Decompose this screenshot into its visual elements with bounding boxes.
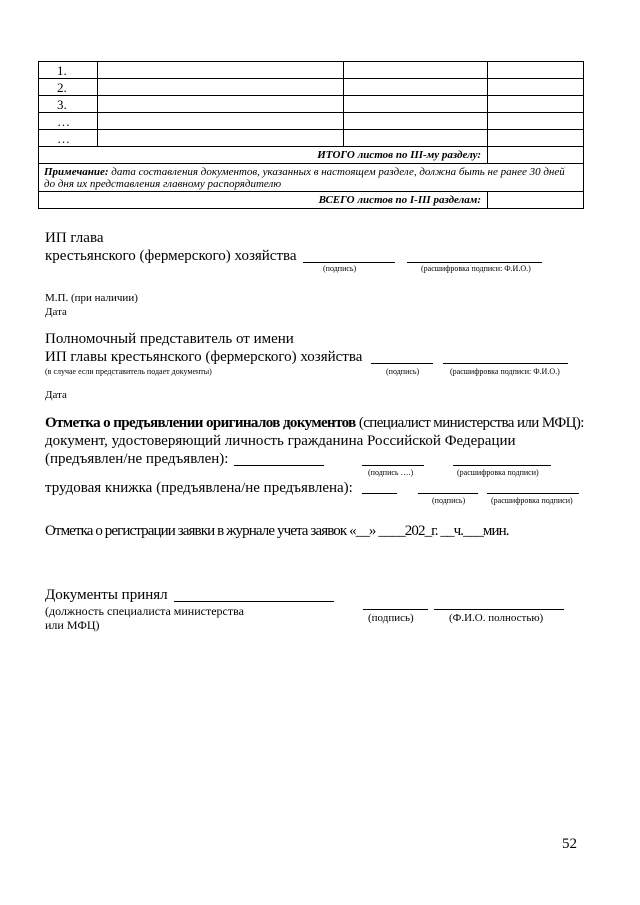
signature-line [363,609,428,610]
table-cell [488,113,584,130]
table-cell [98,113,344,130]
caption-decode: (расшифровка подписи: Ф.И.О.) [450,367,560,376]
documents-table [38,61,584,209]
position-caption: (должность специалиста министерства [45,604,244,618]
vsego-row [39,192,584,209]
table-row [39,130,584,147]
position-line [174,601,334,602]
decode-line [453,465,551,466]
fio-line [434,609,564,610]
note-cell [39,164,584,192]
status-line [362,493,397,494]
ip-head-farm: крестьянского (фермерского) хозяйства [45,248,297,264]
caption-decode: (расшифровка подписи: Ф.И.О.) [421,264,531,273]
table-cell [344,62,488,79]
decode-line [487,493,579,494]
table-cell [488,62,584,79]
note-text: дата составления документов, указанных в настоящем разделе, должна быть не ранее 30 дней до дня их представления главному распорядителю [44,166,565,190]
row-number: 3. [39,96,98,113]
table-cell [344,113,488,130]
table-cell [98,96,344,113]
decode-line [407,262,542,263]
position-caption-2: или МФЦ) [45,618,100,632]
note-label: Примечание: [44,166,109,178]
note-row [39,164,584,192]
caption-signature: (подпись) [323,264,357,273]
table-row [39,62,584,79]
id-document-status: (предъявлен/не предъявлен): [45,451,229,467]
signature-line [418,493,478,494]
table-row [39,96,584,113]
row-number: 2. [39,79,98,96]
originals-title-bold: Отметка о предъявлении оригиналов документов [45,415,356,431]
rep-title-2: ИП главы крестьянского (фермерского) хозяйства [45,349,363,365]
itogo-row [39,147,584,164]
vsego-label: ВСЕГО листов по I-III разделам: [39,192,488,209]
rep-title: Полномочный представитель от имени [45,331,294,347]
caption-signature: (подпись) [368,612,414,624]
caption-signature: (подпись ….) [368,468,414,477]
table-cell [344,79,488,96]
vsego-value-cell [488,192,584,209]
originals-title [45,415,584,432]
table-cell [488,79,584,96]
caption-signature: (подпись) [386,367,420,376]
caption-signature: (подпись) [432,496,466,505]
page-number: 52 [562,836,577,852]
row-number: 1. [39,62,98,79]
signature-line [371,363,433,364]
decode-line [443,363,568,364]
caption-decode: (расшифровка подписи) [457,468,539,477]
registration-mark: Отметка о регистрации заявки в журнале учета заявок «__» ____202_г. __ч.___мин. [45,523,509,539]
table-cell [488,130,584,147]
signature-line [303,262,395,263]
originals-title-rest: (специалист министерства или МФЦ): [355,415,584,431]
caption-decode: (расшифровка подписи) [491,496,573,505]
table-cell [488,96,584,113]
table-cell [344,130,488,147]
table-cell [98,62,344,79]
itogo-value-cell [488,147,584,164]
table-cell [98,130,344,147]
table-row [39,79,584,96]
date-label: Дата [45,306,67,318]
date-label: Дата [45,389,67,401]
stamp-note: М.П. (при наличии) [45,292,138,304]
signature-line [362,465,424,466]
caption-rep-condition: (в случае если представитель подает документы) [45,367,212,376]
accepted-label: Документы принял [45,587,168,603]
itogo-label: ИТОГО листов по III-му разделу: [39,147,488,164]
ip-head-title: ИП глава [45,230,104,246]
status-line [234,465,324,466]
row-number: … [39,113,98,130]
table-row [39,113,584,130]
id-document-line: документ, удостоверяющий личность гражданина Российской Федерации [45,433,516,449]
caption-fio: (Ф.И.О. полностью) [449,612,544,624]
table-cell [344,96,488,113]
table-cell [98,79,344,96]
workbook-line: трудовая книжка (предъявлена/не предъявлена): [45,480,353,496]
row-number: … [39,130,98,147]
